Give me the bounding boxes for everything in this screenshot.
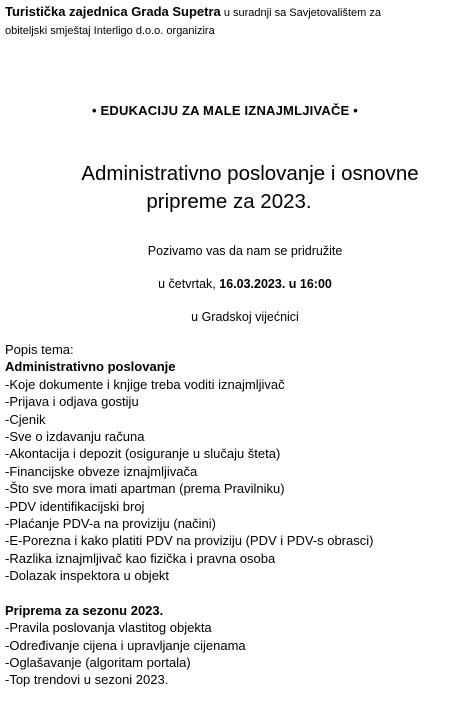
- list-item: -Koje dokumente i knjige treba voditi iznajmljivač: [5, 376, 285, 392]
- invitation-line: Pozivamo vas da nam se pridružite: [147, 244, 343, 258]
- list-item: -Oglašavanje (algoritam portala): [5, 654, 191, 670]
- list-item: -Plaćanje PDV-a na proviziju (načini): [5, 516, 216, 532]
- intro-text-part2: obiteljski smještaj Interligo d.o.o. organizira: [5, 25, 215, 37]
- event-day: u četvrtak,: [158, 277, 220, 291]
- topics-list: [5, 341, 445, 689]
- event-location: u Gradskoj vijećnici: [191, 310, 299, 324]
- event-title-line2: pripreme za 2023.: [146, 190, 312, 213]
- section-spacer: [5, 585, 445, 602]
- list-item: -Razlika iznajmljivač kao fizička i pravna osoba: [5, 550, 276, 566]
- list-item: -PDV identifikacijski broj: [5, 498, 145, 514]
- intro-text-part1: u suradnji sa Savjetovalištem za: [220, 7, 381, 19]
- organizer-name: Turistička zajednica Grada Supetra: [5, 4, 221, 19]
- list-item: -Prijava i odjava gostiju: [5, 394, 139, 410]
- event-headline: • EDUKACIJU ZA MALE IZNAJMLJIVAČE •: [91, 103, 358, 118]
- section-title-admin: Administrativno poslovanje: [5, 359, 176, 375]
- list-item: -Dolazak inspektora u objekt: [5, 568, 170, 584]
- section-title-season: Priprema za sezonu 2023.: [5, 602, 164, 618]
- intro-paragraph: [5, 3, 445, 40]
- event-title-line1: Administrativno poslovanje i osnovne: [81, 162, 419, 185]
- event-datetime: [0, 277, 450, 291]
- list-item: -Financijske obveze iznajmljivača: [5, 463, 198, 479]
- list-item: -Određivanje cijena i upravljanje cijenama: [5, 637, 246, 653]
- event-title: [0, 160, 450, 216]
- list-item: -E-Porezna i kako platiti PDV na proviziju (PDV i PDV-s obrasci): [5, 533, 374, 549]
- list-item: -Akontacija i depozit (osiguranje u slučaju šteta): [5, 446, 281, 462]
- topics-heading: Popis tema:: [5, 342, 74, 357]
- list-item: -Cjenik: [5, 411, 46, 427]
- list-item: -Pravila poslovanja vlastitog objekta: [5, 620, 212, 636]
- list-item: -Sve o izdavanju računa: [5, 429, 145, 445]
- list-item: -Top trendovi u sezoni 2023.: [5, 672, 169, 688]
- list-item: -Što sve mora imati apartman (prema Pravilniku): [5, 481, 285, 497]
- event-date-time: 16.03.2023. u 16:00: [219, 277, 332, 291]
